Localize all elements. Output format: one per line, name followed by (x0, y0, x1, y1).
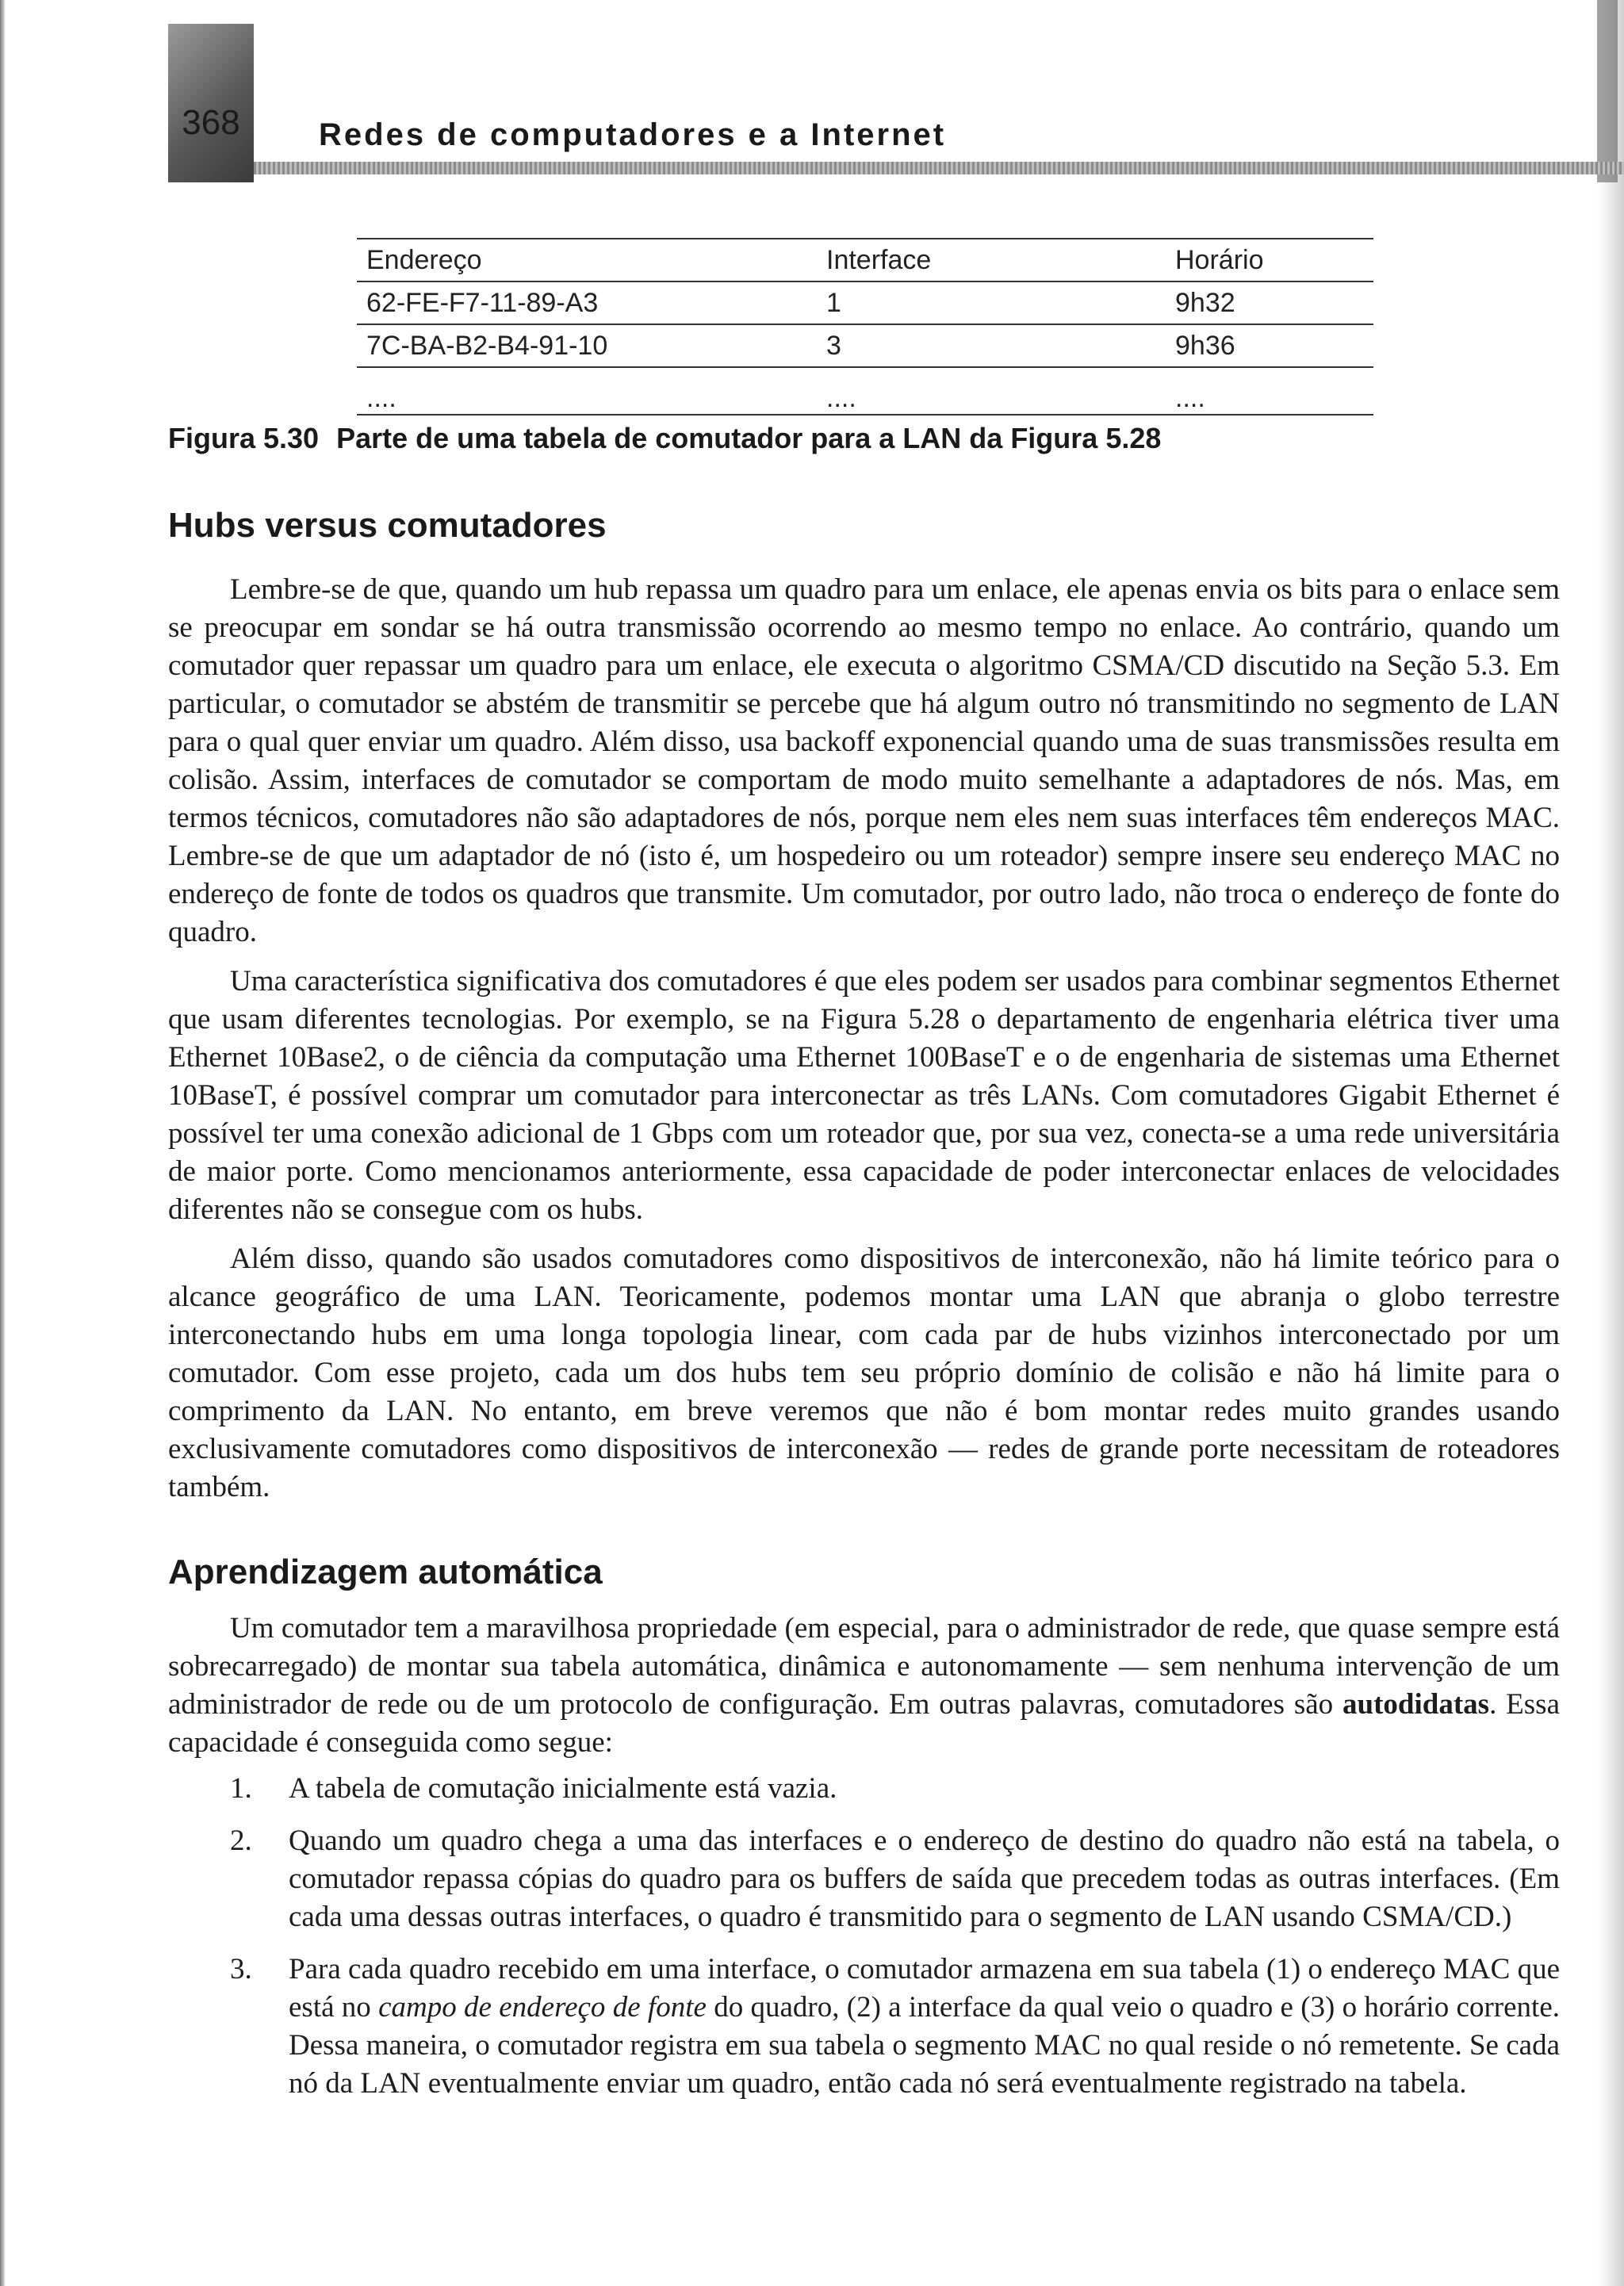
figure-caption (168, 422, 1161, 455)
list-item-number: 2. (230, 1825, 252, 1857)
table-cell-interface: 1 (826, 287, 841, 318)
section-body-hubs (168, 571, 1560, 1507)
intro-text: Um comutador tem a maravilhosa propriedade (em especial, para o administrador de rede, que quase sempre está sobrecarregado) de montar sua tabela automática, dinâmica e autonomamente — sem nenhuma intervenção de um administrador de rede ou de um protocolo de configuração. Em outras palavras, comutadores são (168, 1612, 1560, 1721)
list-item (168, 1770, 1560, 1808)
table-header-row (357, 239, 1373, 281)
steps-list (168, 1770, 1560, 2117)
table-row (357, 281, 1373, 324)
section-body-learning (168, 1610, 1560, 1762)
figure-caption-text: Parte de uma tabela de comutador para a LAN da Figura 5.28 (336, 422, 1162, 454)
table-cell-address: 7C-BA-B2-B4-91-10 (366, 330, 608, 361)
list-item-text-start: Para cada quadro recebido em uma interface, o comutador armazena em sua tabela (1) o endereço MAC que está no (289, 1953, 1560, 2024)
paragraph: Além disso, quando são usados comutadores como dispositivos de interconexão, não há limite teórico para o alcance geográfico de uma LAN. Teoricamente, podemos montar uma LAN que abranja o globo terrestre interconectando hubs em uma longa topologia linear, com cada par de hubs vizinhos interconectado por um comutador. Com esse projeto, cada um dos hubs tem seu próprio domínio de colisão e não há limite para o comprimento da LAN. No entanto, em breve veremos que não é bom montar redes muito grandes usando exclusivamente comutadores como dispositivos de interconexão — redes de grande porte necessitam de roteadores também. (168, 1243, 1560, 1503)
table-header-interface: Interface (826, 244, 932, 275)
table-row (357, 367, 1373, 415)
paragraph (168, 1610, 1560, 1762)
table-header-time: Horário (1175, 244, 1264, 275)
header-rule (254, 162, 1624, 174)
scan-edge-left (0, 0, 5, 2286)
list-item (168, 1822, 1560, 1936)
table-cell-time: 9h36 (1175, 330, 1235, 361)
table-cell-time: 9h32 (1175, 287, 1235, 318)
table-row (357, 324, 1373, 367)
list-item-number: 1. (230, 1772, 252, 1805)
table-cell-time: .... (1175, 383, 1205, 413)
table-cell-address: .... (366, 383, 396, 413)
list-item-text: Quando um quadro chega a uma das interfaces e o endereço de destino do quadro não está na tabela, o comutador repassa cópias do quadro para os buffers de saída que precedem todas as outras interfaces. (Em cada uma dessas outras interfaces, o quadro é transmitido para o segmento de LAN usando CSMA/CD.) (289, 1825, 1560, 1933)
figure-label: Figura 5.30 (168, 422, 320, 454)
section-heading-learning: Aprendizagem automática (168, 1553, 603, 1591)
table-cell-address: 62-FE-F7-11-89-A3 (366, 287, 599, 318)
table-cell-interface: 3 (826, 330, 841, 361)
paragraph: Uma característica significativa dos comutadores é que eles podem ser usados para combinar segmentos Ethernet que usam diferentes tecnologias. Por exemplo, se na Figura 5.28 o departamento de engenharia elétrica tiver uma Ethernet 10Base2, o de ciência da computação uma Ethernet 100BaseT e o de engenharia de sistemas uma Ethernet 10BaseT, é possível comprar um comutador para interconectar as três LANs. Com comutadores Gigabit Ethernet é possível ter uma conexão adicional de 1 Gbps com um roteador que, por sua vez, conecta-se a uma rede universitária de maior porte. Como mencionamos anteriormente, essa capacidade de poder interconectar enlaces de velocidades diferentes não se consegue com os hubs. (168, 965, 1560, 1226)
section-heading-hubs: Hubs versus comutadores (168, 506, 607, 545)
term-autodidatas: autodidatas (1342, 1688, 1490, 1721)
page-number: 368 (182, 103, 240, 142)
switch-table (357, 238, 1373, 415)
list-item (168, 1951, 1560, 2103)
running-title: Redes de computadores e a Internet (319, 117, 947, 152)
scan-edge-right (1597, 0, 1624, 2286)
table-cell-interface: .... (826, 383, 856, 413)
list-item-text (289, 1953, 1560, 2100)
list-item-italic: campo de endereço de fonte (378, 1991, 707, 2024)
paragraph: Lembre-se de que, quando um hub repassa um quadro para um enlace, ele apenas envia os bits para o enlace sem se preocupar em sondar se há outra transmissão ocorrendo ao mesmo tempo no enlace. Ao contrário, quando um comutador quer repassar um quadro para um enlace, ele executa o algoritmo CSMA/CD discutido na Seção 5.3. Em particular, o comutador se abstém de transmitir se percebe que há algum outro nó transmitindo no segmento de LAN para o qual quer enviar um quadro. Além disso, usa backoff exponencial quando uma de suas transmissões resulta em colisão. Assim, interfaces de comutador se comportam de modo muito semelhante a adaptadores de nós. Mas, em termos técnicos, comutadores não são adaptadores de nós, porque nem eles nem suas interfaces têm endereços MAC. Lembre-se de que um adaptador de nó (isto é, um hospedeiro ou um roteador) sempre insere seu endereço MAC no endereço de fonte de todos os quadros que transmite. Um comutador, por outro lado, não troca o endereço de fonte do quadro. (168, 573, 1560, 948)
table-header-address: Endereço (366, 244, 482, 275)
page-header (168, 24, 1624, 182)
intro-text-end: . Essa capacidade é conseguida como segue: (168, 1688, 1561, 1759)
list-item-text: A tabela de comutação inicialmente está vazia. (289, 1772, 837, 1805)
list-item-text-end: do quadro, (2) a interface da qual veio o quadro e (3) o horário corrente. Dessa maneira, o comutador registra em sua tabela o segmento MAC no qual reside o nó remetente. Se cada nó da LAN eventualmente enviar um quadro, então cada nó será eventualmente registrado na tabela. (289, 1991, 1560, 2100)
list-item-number: 3. (230, 1953, 252, 1985)
